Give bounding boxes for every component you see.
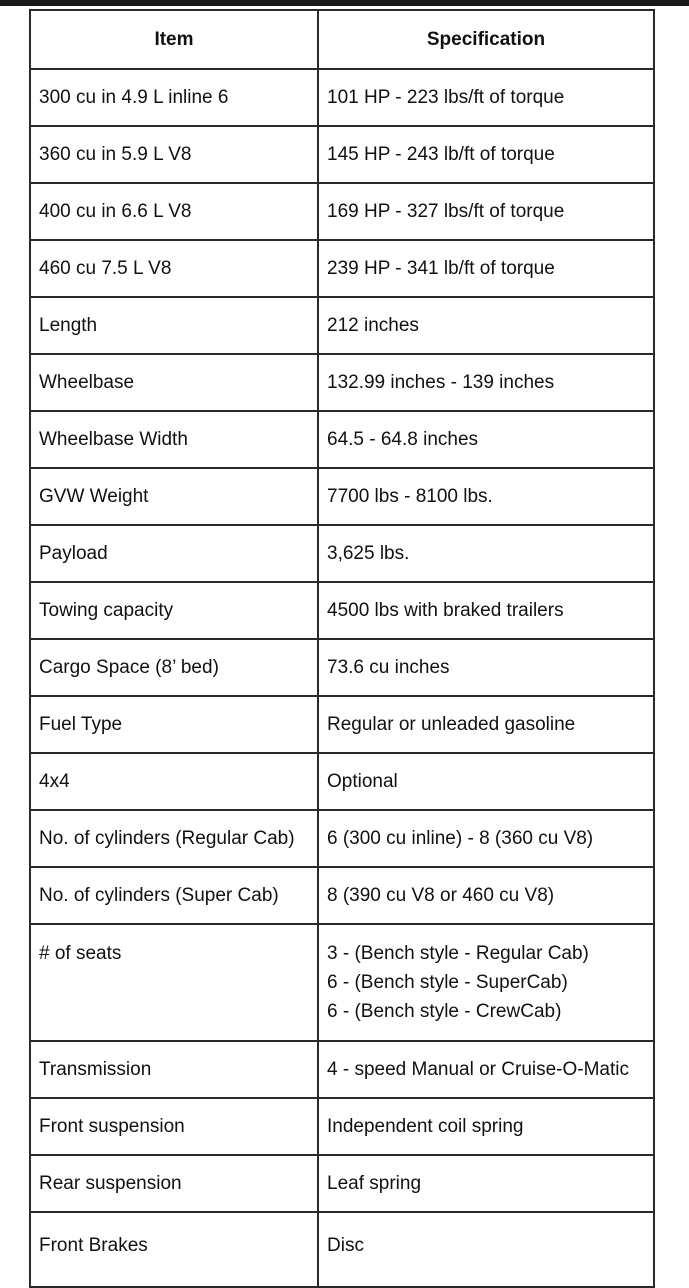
- item-cell: Rear suspension: [30, 1155, 318, 1212]
- item-cell: No. of cylinders (Regular Cab): [30, 810, 318, 867]
- item-cell: Towing capacity: [30, 582, 318, 639]
- spec-cell: 64.5 - 64.8 inches: [318, 411, 654, 468]
- spec-cell: 101 HP - 223 lbs/ft of torque: [318, 69, 654, 126]
- item-cell: Wheelbase: [30, 354, 318, 411]
- seats-line: 3 - (Bench style - Regular Cab): [327, 943, 589, 964]
- spec-cell: Independent coil spring: [318, 1098, 654, 1155]
- spec-cell: Optional: [318, 753, 654, 810]
- table-row: [30, 1212, 654, 1287]
- spec-table: [29, 9, 655, 1288]
- table-row: [30, 1041, 654, 1098]
- spec-cell: Disc: [318, 1212, 654, 1287]
- item-cell: 360 cu in 5.9 L V8: [30, 126, 318, 183]
- table-row: [30, 240, 654, 297]
- spec-cell: 8 (390 cu V8 or 460 cu V8): [318, 867, 654, 924]
- item-cell: # of seats: [30, 924, 318, 1041]
- spec-cell: 4500 lbs with braked trailers: [318, 582, 654, 639]
- spec-cell: Leaf spring: [318, 1155, 654, 1212]
- item-cell: 460 cu 7.5 L V8: [30, 240, 318, 297]
- table-row: [30, 753, 654, 810]
- table-row: [30, 1098, 654, 1155]
- top-bar: [0, 0, 689, 6]
- table-row: [30, 183, 654, 240]
- table-row-seats: [30, 924, 654, 1041]
- table-row: [30, 126, 654, 183]
- item-cell: 4x4: [30, 753, 318, 810]
- item-cell: Wheelbase Width: [30, 411, 318, 468]
- spec-cell: 212 inches: [318, 297, 654, 354]
- seats-line: 6 - (Bench style - CrewCab): [327, 1001, 562, 1022]
- spec-cell: 239 HP - 341 lb/ft of torque: [318, 240, 654, 297]
- item-cell: 400 cu in 6.6 L V8: [30, 183, 318, 240]
- spec-cell: 169 HP - 327 lbs/ft of torque: [318, 183, 654, 240]
- spec-cell: 7700 lbs - 8100 lbs.: [318, 468, 654, 525]
- table-row: [30, 639, 654, 696]
- item-cell: Length: [30, 297, 318, 354]
- spec-cell: 6 (300 cu inline) - 8 (360 cu V8): [318, 810, 654, 867]
- item-cell: GVW Weight: [30, 468, 318, 525]
- item-cell: 300 cu in 4.9 L inline 6: [30, 69, 318, 126]
- table-row: [30, 468, 654, 525]
- spec-cell-multiline: [318, 924, 654, 1041]
- table-row: [30, 1155, 654, 1212]
- spec-cell: 145 HP - 243 lb/ft of torque: [318, 126, 654, 183]
- item-cell: Cargo Space (8’ bed): [30, 639, 318, 696]
- item-cell: Transmission: [30, 1041, 318, 1098]
- table-row: [30, 867, 654, 924]
- table-row: [30, 354, 654, 411]
- table-row: [30, 525, 654, 582]
- header-item: Item: [30, 10, 318, 69]
- header-row: [30, 10, 654, 69]
- spec-cell: 73.6 cu inches: [318, 639, 654, 696]
- table-row: [30, 297, 654, 354]
- spec-cell: 3,625 lbs.: [318, 525, 654, 582]
- item-cell: Payload: [30, 525, 318, 582]
- item-cell: Fuel Type: [30, 696, 318, 753]
- item-cell: Front suspension: [30, 1098, 318, 1155]
- item-cell: Front Brakes: [30, 1212, 318, 1287]
- table-row: [30, 69, 654, 126]
- spec-cell: 132.99 inches - 139 inches: [318, 354, 654, 411]
- header-specification: Specification: [318, 10, 654, 69]
- spec-cell: 4 - speed Manual or Cruise-O-Matic: [318, 1041, 654, 1098]
- table-row: [30, 582, 654, 639]
- seats-line: 6 - (Bench style - SuperCab): [327, 972, 568, 993]
- table-row: [30, 411, 654, 468]
- table-row: [30, 810, 654, 867]
- item-cell: No. of cylinders (Super Cab): [30, 867, 318, 924]
- table-row: [30, 696, 654, 753]
- spec-cell: Regular or unleaded gasoline: [318, 696, 654, 753]
